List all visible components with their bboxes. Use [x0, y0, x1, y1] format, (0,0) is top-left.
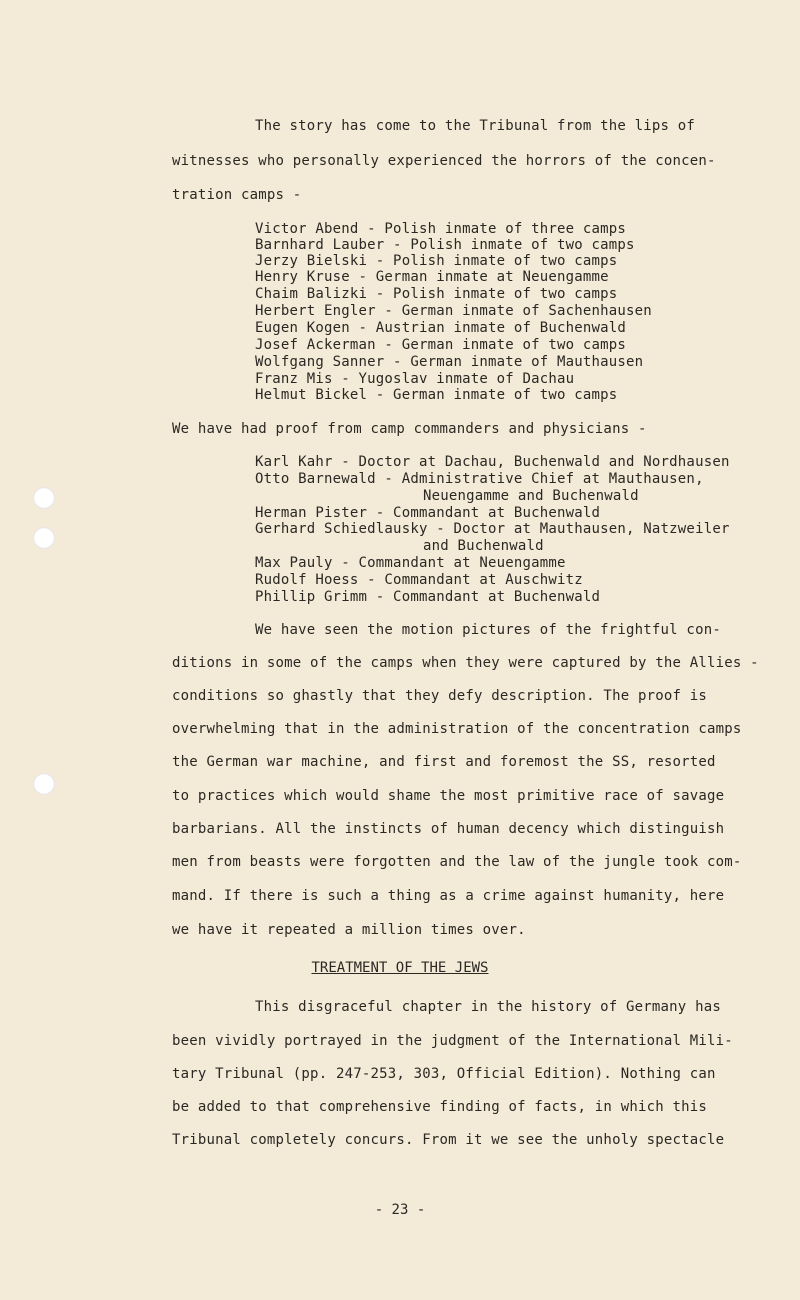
witness-list-item: Chaim Balizki - Polish inmate of two camps	[255, 286, 618, 302]
punch-hole	[33, 487, 55, 509]
commander-list-item: Rudolf Hoess - Commandant at Auschwitz	[255, 572, 583, 588]
paragraph-line: We have seen the motion pictures of the frightful con-	[255, 622, 721, 638]
witness-list-item: Victor Abend - Polish inmate of three camps	[255, 221, 627, 237]
paragraph-line: men from beasts were forgotten and the law of the jungle took com-	[172, 854, 742, 870]
paragraph-line: to practices which would shame the most primitive race of savage	[172, 788, 725, 804]
punch-hole	[33, 773, 55, 795]
paragraph-line: Tribunal completely concurs. From it we see the unholy spectacle	[172, 1132, 725, 1148]
commander-list-item: Gerhard Schiedlausky - Doctor at Mauthausen, Natzweiler	[255, 521, 730, 537]
commander-list-item: Neuengamme and Buchenwald	[423, 488, 639, 504]
paragraph-line: The story has come to the Tribunal from the lips of	[255, 118, 696, 134]
commander-list-item: Max Pauly - Commandant at Neuengamme	[255, 555, 566, 571]
paragraph-line: the German war machine, and first and foremost the SS, resorted	[172, 754, 716, 770]
commander-list-item: and Buchenwald	[423, 538, 544, 554]
witness-list-item: Herbert Engler - German inmate of Sachenhausen	[255, 303, 652, 319]
paragraph-line: ditions in some of the camps when they were captured by the Allies -	[172, 655, 759, 671]
commander-list-item: Phillip Grimm - Commandant at Buchenwald	[255, 589, 601, 605]
paragraph-line: We have had proof from camp commanders and physicians -	[172, 421, 647, 437]
paragraph-line: witnesses who personally experienced the horrors of the concen-	[172, 153, 716, 169]
witness-list-item: Henry Kruse - German inmate at Neuengamme	[255, 269, 609, 285]
paragraph-line: barbarians. All the instincts of human decency which distinguish	[172, 821, 725, 837]
paragraph-line: been vividly portrayed in the judgment of the International Mili-	[172, 1033, 733, 1049]
commander-list-item: Herman Pister - Commandant at Buchenwald	[255, 505, 601, 521]
punch-hole	[33, 527, 55, 549]
witness-list-item: Jerzy Bielski - Polish inmate of two camps	[255, 253, 618, 269]
witness-list-item: Helmut Bickel - German inmate of two camps	[255, 387, 618, 403]
witness-list-item: Josef Ackerman - German inmate of two camps	[255, 337, 627, 353]
commander-list-item: Otto Barnewald - Administrative Chief at Mauthausen,	[255, 471, 704, 487]
witness-list-item: Wolfgang Sanner - German inmate of Mauthausen	[255, 354, 644, 370]
paragraph-line: tary Tribunal (pp. 247-253, 303, Official Edition). Nothing can	[172, 1066, 716, 1082]
paragraph-line: we have it repeated a million times over.	[172, 922, 526, 938]
section-heading: TREATMENT OF THE JEWS	[311, 960, 489, 976]
witness-list-item: Franz Mis - Yugoslav inmate of Dachau	[255, 371, 575, 387]
paragraph-line: mand. If there is such a thing as a crime against humanity, here	[172, 888, 725, 904]
witness-list-item: Eugen Kogen - Austrian inmate of Buchenwald	[255, 320, 627, 336]
paragraph-line: tration camps -	[172, 187, 302, 203]
witness-list-item: Barnhard Lauber - Polish inmate of two camps	[255, 237, 635, 253]
page-number: - 23 -	[374, 1202, 426, 1218]
paragraph-line: be added to that comprehensive finding of facts, in which this	[172, 1099, 707, 1115]
paragraph-line: overwhelming that in the administration of the concentration camps	[172, 721, 742, 737]
commander-list-item: Karl Kahr - Doctor at Dachau, Buchenwald and Nordhausen	[255, 454, 730, 470]
paragraph-line: This disgraceful chapter in the history of Germany has	[255, 999, 721, 1015]
paragraph-line: conditions so ghastly that they defy description. The proof is	[172, 688, 707, 704]
